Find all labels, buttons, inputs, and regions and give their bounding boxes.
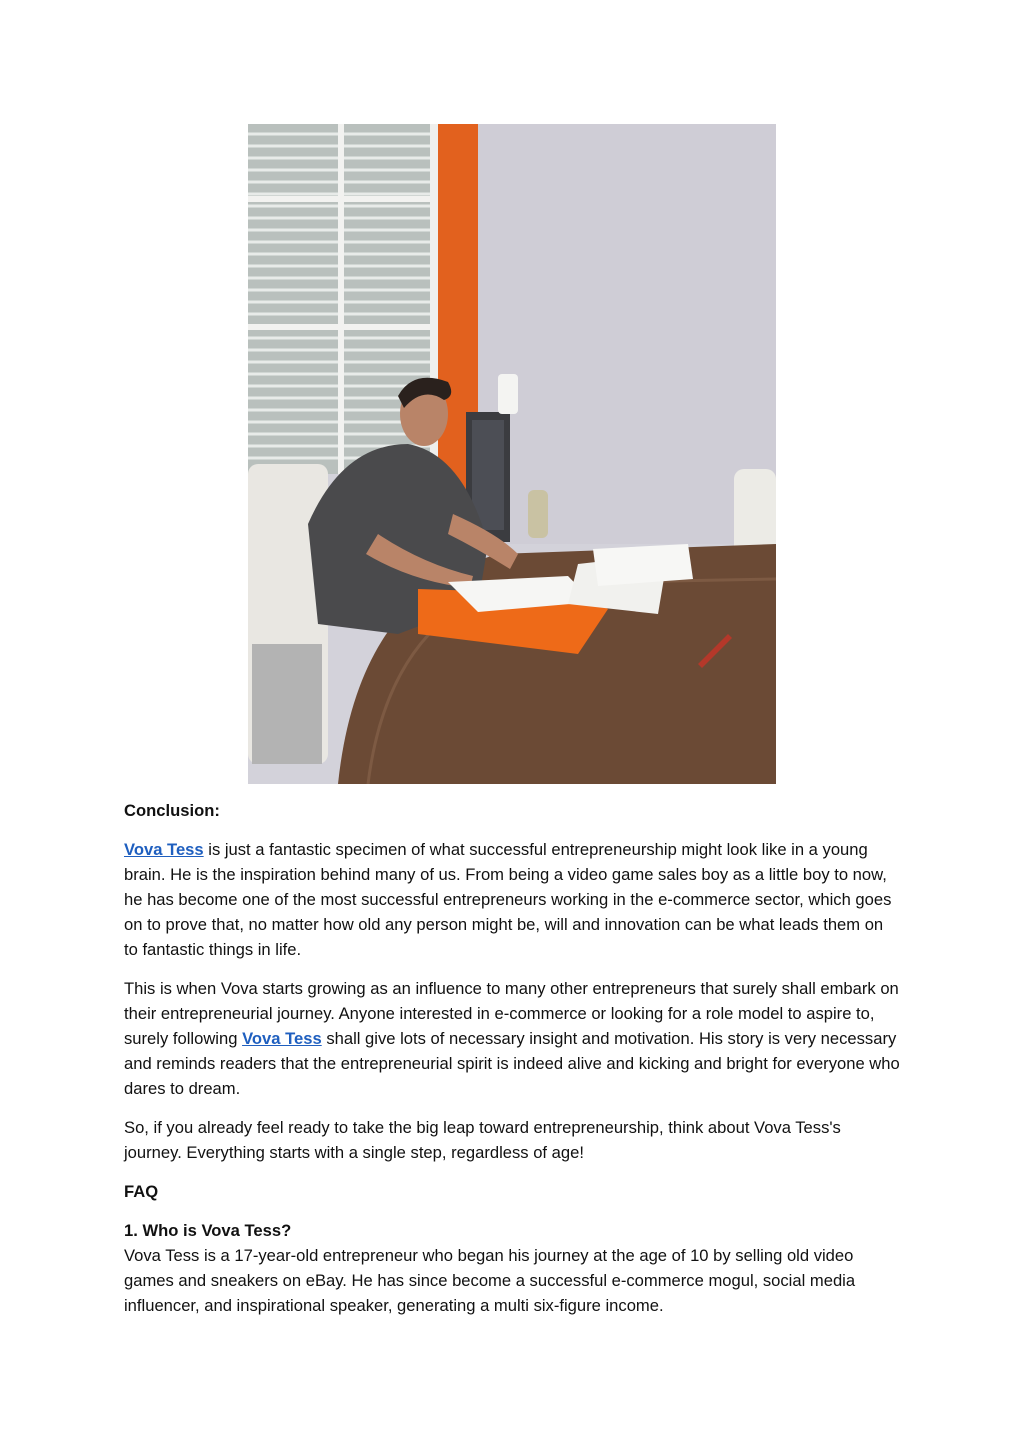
faq-question: 1. Who is Vova Tess? <box>124 1221 292 1240</box>
conclusion-paragraph-3: So, if you already feel ready to take the big leap toward entrepreneurship, think about Vova Tess's journey. Everything starts with a single step, regardless of age! <box>124 1118 841 1162</box>
faq-heading: FAQ <box>124 1182 159 1201</box>
conclusion-paragraph-1-text: is just a fantastic specimen of what successful entrepreneurship might look like in a young brain. He is the inspiration behind many of us. From being a video game sales boy as a little boy to now, he has become one of the most successful entrepreneurs working in the e-commerce sector, which goes on to prove that, no matter how old any person might be, will and innovation can be what leads them on to fantastic things in life. <box>124 840 892 959</box>
photo-man-signing-contract <box>248 124 776 784</box>
article-body <box>124 798 900 1332</box>
vova-tess-link-2[interactable]: Vova Tess <box>242 1029 322 1048</box>
conclusion-heading: Conclusion: <box>124 801 220 820</box>
vova-tess-link[interactable]: Vova Tess <box>124 840 204 859</box>
conclusion-paragraph-2-after: shall give lots of necessary insight and motivation. His story is very necessary and reminds readers that the entrepreneurial spirit is indeed alive and kicking and bright for everyone who dares to dream. <box>124 1029 900 1098</box>
photo-illustration <box>248 124 776 784</box>
conclusion-paragraph-2 <box>124 976 900 1101</box>
conclusion-paragraph-1 <box>124 837 900 962</box>
faq-item <box>124 1218 900 1318</box>
faq-answer: Vova Tess is a 17-year-old entrepreneur who began his journey at the age of 10 by selling old video games and sneakers on eBay. He has since become a successful e-commerce mogul, social media influencer, and inspirational speaker, generating a multi six-figure income. <box>124 1246 856 1315</box>
conclusion-paragraph-2-before: This is when Vova starts growing as an influence to many other entrepreneurs that surely shall embark on their entrepreneurial journey. Anyone interested in e-commerce or looking for a role model to aspire to, surely following <box>124 979 899 1048</box>
